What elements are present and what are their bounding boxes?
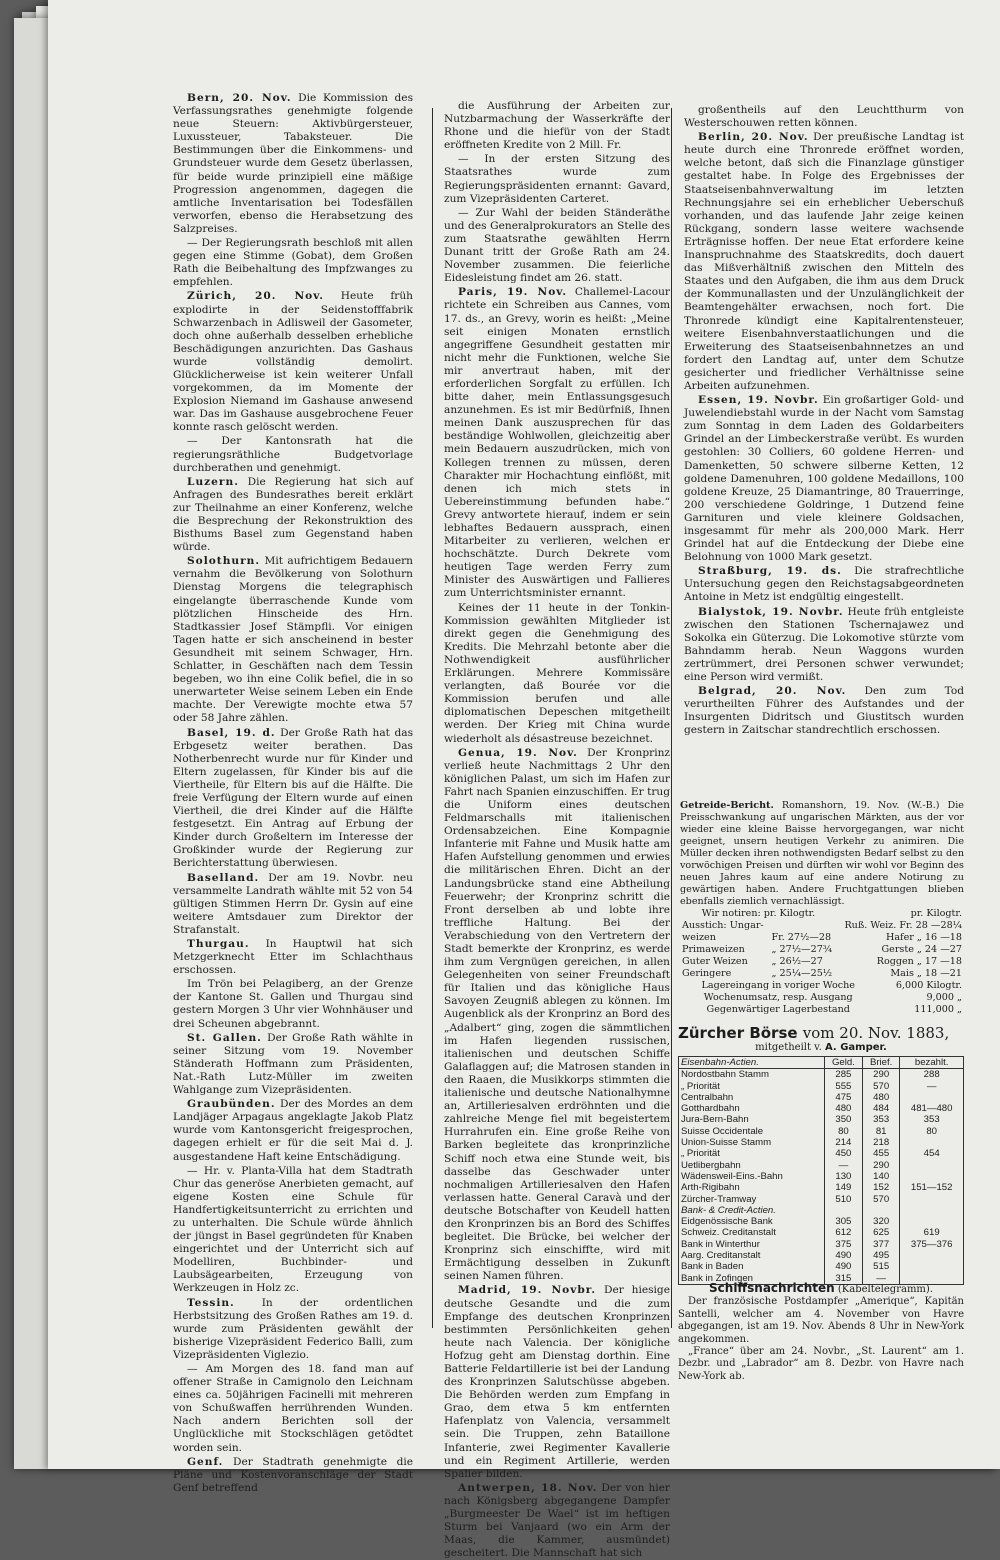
article-paragraph	[444, 602, 670, 746]
article-dateline: Essen, 19. Novbr.	[698, 394, 819, 407]
boerse-cell-brief: 570	[862, 1194, 899, 1205]
article-text: Keines der 11 heute in der Tonkin-Kommission gewählten Mitglieder ist direkt gegen die Genehmigung des Kredits. Die Mehrzahl betonte aber die Nothwendigkeit ausführlicher Erklärungen. Mehrere Kommissäre verlangten, daß Bourée vor die Kommission berufen und alle diplomatischen Depeschen mitgetheilt werden. Der Krieg mit China wurde wiederholt als désastreuse bezeichnet.	[444, 601, 670, 745]
article-paragraph	[173, 978, 413, 1030]
boerse-cell-brief: 480	[862, 1092, 899, 1103]
grain-price-row	[680, 944, 964, 956]
boerse-col-name: Eisenbahn-Actien.	[679, 1057, 825, 1069]
grain-price-cell: „ 27½—27¾	[771, 944, 833, 955]
boerse-cell-bezahlt: 375—376	[900, 1239, 964, 1250]
boerse-cell-geld: 490	[824, 1250, 862, 1261]
article-dateline: Madrid, 19. Novbr.	[458, 1284, 597, 1297]
column-2	[444, 100, 671, 1560]
boerse-row	[679, 1092, 964, 1103]
article-text: Die strafrechtliche Untersuchung gegen den Reichstagsabgeordneten Antoine in Metz ist endgültig eingestellt.	[684, 565, 964, 604]
column-3	[684, 104, 964, 794]
article-paragraph	[444, 286, 670, 600]
boerse-cell-geld: 510	[824, 1194, 862, 1205]
article-paragraph	[173, 1032, 413, 1097]
grain-report-title: Getreide-Bericht.	[680, 800, 774, 811]
article-dateline: Straßburg, 19. ds.	[698, 565, 842, 578]
article-dateline: Baselland.	[187, 871, 260, 884]
article-paragraph	[684, 565, 964, 604]
boerse-cell-geld: 450	[824, 1148, 862, 1159]
grain-stock-cell: 111,000 „	[914, 1004, 962, 1015]
boerse-cell-brief: 625	[862, 1227, 899, 1238]
boerse-cell-bezahlt: 151—152	[900, 1182, 964, 1193]
grain-stock-cell: 6,000 Kilogtr.	[895, 980, 962, 991]
boerse-cell-bezahlt	[900, 1194, 964, 1205]
boerse-cell-bezahlt: 288	[900, 1069, 964, 1081]
article-text: Der hiesige deutsche Gesandte und die zum Empfange des deutschen Kronprinzen bestimmten Persönlichkeiten gehen heute nach Valencia. Der königliche Hofzug geht am Dienstag dorthin. Eine Batterie Feldartillerie ist bei der Landung des Kronprinzen Salutschüsse abgeben. Die Behörden werden zum Empfang in Grao, dem etwa 5 km entfernten Hafenplatz von Valencia, versammelt sein. Die Truppen, zehn Bataillone Infanterie, zwei Regimenter Kavallerie und ein Regiment Artillerie, werden Spalier bilden.	[444, 1284, 670, 1480]
boerse-cell-name: Aarg. Creditanstalt	[679, 1250, 825, 1261]
article-dateline: Paris, 19. Nov.	[458, 286, 568, 299]
article-paragraph	[173, 92, 413, 236]
grain-price-cell: Fr. 27½—28	[771, 932, 832, 943]
grain-price-cell: „ 26½—27	[771, 956, 823, 967]
ship-news-title: Schiffsnachrichten	[709, 1281, 835, 1295]
boerse-row	[679, 1171, 964, 1182]
grain-price-row	[680, 920, 964, 932]
article-text: — In der ersten Sitzung des Staatsrathes wurde zum Regierungspräsidenten ernannt: Gavard, zum Vizepräsidenten Carteret.	[444, 153, 670, 205]
article-paragraph	[444, 747, 670, 1284]
boerse-cell-bezahlt: 80	[900, 1126, 964, 1137]
boerse-cell-brief: 484	[862, 1103, 899, 1114]
article-text: Der des Mordes an dem Landjäger Arpagaus angeklagte Jakob Platz wurde vom Kantonsgericht freigesprochen, dagegen erhielt er für die seit Mai d. J. ausgestandene Haft keine Entschädigung.	[173, 1098, 414, 1163]
boerse-cell-name: Bank- & Credit-Actien.	[679, 1205, 825, 1216]
boerse-row	[679, 1114, 964, 1125]
article-paragraph	[173, 476, 413, 555]
boerse-row	[679, 1137, 964, 1148]
boerse-cell-brief	[862, 1205, 899, 1216]
article-text: In Hauptwil hat sich Metzgerknecht Etter im Schlachthaus erschossen.	[173, 938, 413, 977]
grain-report-text	[680, 800, 964, 908]
boerse-row	[679, 1216, 964, 1227]
boerse-cell-bezahlt	[900, 1205, 964, 1216]
boerse-row	[679, 1081, 964, 1092]
boerse-title	[678, 1024, 964, 1042]
article-text: Im Trön bei Pelagiberg, an der Grenze der Kantone St. Gallen und Thurgau sind gestern Morgen 3 Uhr vier Wohnhäuser und drei Scheunen abgebrannt.	[173, 978, 413, 1030]
boerse-row	[679, 1148, 964, 1159]
boerse-cell-brief: 515	[862, 1261, 899, 1272]
grain-price-cell: Primaweizen	[682, 944, 745, 955]
article-text: — Zur Wahl der beiden Ständeräthe und des Generalprokurators an Stelle des zum Staatsrathe gewählten Herrn Dunant tritt der Große Rath am 24. November zusammen. Die feierliche Eidesleistung findet am 26. statt.	[444, 206, 670, 285]
boerse-cell-geld: —	[824, 1160, 862, 1171]
boerse-row	[679, 1239, 964, 1250]
boerse-row	[679, 1227, 964, 1238]
grain-price-cell: Guter Weizen	[682, 956, 748, 967]
grain-price-header	[680, 908, 964, 920]
article-text: Ein großartiger Gold- und Juwelendiebstahl wurde in der Nacht vom Samstag zum Sonntag in dem Laden des Goldarbeiters Grindel an der Limbeckerstraße verübt. Es wurden gestohlen: 30 Colliers, 60 goldene Herren- und Damenketten, 50 schwere silberne Ketten, 12 goldene Damenuhren, 100 goldene Medaillons, 100 goldene Kreuze, 25 Diamantringe, 80 Trauerringe, 200 verschiedene Goldringe, 1 Dutzend feine Garnituren und viele kleinere Goldsachen, insgesammt für mehr als 200,000 Mark. Herr Grindel hat auf die Entdeckung der Diebe eine Belohnung von 1000 Mark gesetzt.	[684, 394, 964, 564]
boerse-row	[679, 1194, 964, 1205]
boerse-row	[679, 1261, 964, 1272]
grain-price-row	[680, 956, 964, 968]
article-paragraph	[684, 685, 964, 737]
boerse-row	[679, 1069, 964, 1081]
article-paragraph	[173, 1098, 413, 1163]
grain-price-cell: Ausstich: Ungar-	[682, 920, 764, 931]
column-1	[173, 92, 414, 1494]
article-text: Die Kommission des Verfassungsrathes genehmigte folgende neue Steuern: Aktivbürgersteuer, Luxussteuer, Tabaksteuer. Die Bestimmungen über die Einkommens- und Grundsteuer wurde dem Gesetz überlassen, für beide wurde prinzipiell eine mäßige Progression angenommen, dagegen die amtliche Inventarisation bei Todesfällen verworfen, ebenso die Herabsetzung des Salzpreises.	[173, 92, 414, 235]
boerse-row	[679, 1160, 964, 1171]
article-dateline: Graubünden.	[187, 1098, 276, 1111]
grain-stock-row	[680, 992, 964, 1004]
grain-price-cell: Gerste „ 24 —27	[881, 944, 962, 955]
column-rule	[671, 108, 672, 1328]
grain-stock-cell: Lagereingang in voriger Woche	[701, 980, 855, 991]
article-paragraph	[173, 872, 413, 937]
boerse-cell-bezahlt: 619	[900, 1227, 964, 1238]
boerse-cell-geld: 214	[824, 1137, 862, 1148]
boerse-cell-name: Gotthardbahn	[679, 1103, 825, 1114]
boerse-cell-brief: 152	[862, 1182, 899, 1193]
article-text: In der ordentlichen Herbstsitzung des Großen Rathes am 19. d. wurde zum Präsidenten gewählt der bisherige Vizepräsident Federico Balli, zum Vizepräsidenten Viglezio.	[173, 1296, 413, 1361]
grain-price-cell: Roggen „ 17 —18	[876, 956, 962, 967]
boerse-cell-name: Jura-Bern-Bahn	[679, 1114, 825, 1125]
grain-report-dateline: Romanshorn, 19. Nov. (W.-B.)	[781, 800, 940, 811]
article-dateline: Solothurn.	[187, 555, 261, 568]
boerse-section-row	[679, 1205, 964, 1216]
article-dateline: Berlin, 20. Nov.	[698, 131, 809, 144]
boerse-table	[678, 1056, 964, 1285]
grain-report-body: Die Preisschwankung auf ungarischen Märkten, aus der vor wieder eine kleine Baisse hervorgegangen, war nicht geeignet, unsern heutigen Verkehr zu animiren. Die Müller decken ihren nothwendigsten Bedarf selbst zu den vorwöchigen Preisen und dürften wir wohl vor Beginn des neuen Jahres kaum auf eine andere Notirung zu gewärtigen haben. Andere Fruchtgattungen blieben ebenfalls ziemlich vernachlässigt.	[680, 800, 964, 907]
boerse-col-brief: Brief.	[862, 1057, 899, 1069]
grain-price-cell: „ 25¼—25½	[771, 968, 833, 979]
boerse-header-row	[679, 1057, 964, 1069]
grain-price-cell: weizen	[682, 932, 716, 943]
boerse-row	[679, 1182, 964, 1193]
boerse-cell-brief: 353	[862, 1114, 899, 1125]
boerse-cell-name: „ Priorität	[679, 1081, 825, 1092]
article-text: Der Große Rath wählte in seiner Sitzung vom 19. November Ständerath Hoffmann zum Präsidenten, Nat.-Rath Lutz-Müller im zweiten Wahlgange zum Vizepräsidenten.	[173, 1031, 414, 1097]
article-dateline: Belgrad, 20. Nov.	[698, 685, 847, 698]
article-paragraph	[173, 727, 413, 871]
boerse-cell-brief: 495	[862, 1250, 899, 1261]
boerse-cell-geld: 350	[824, 1114, 862, 1125]
boerse-cell-geld: 315	[824, 1273, 862, 1285]
ship-news-heading	[678, 1282, 964, 1296]
boerse-cell-geld: 305	[824, 1216, 862, 1227]
article-text: — Hr. v. Planta-Villa hat dem Stadtrath Chur das generöse Anerbieten gemacht, auf eigene Kosten eine Schule für Handfertigkeitsunterricht zu errichten und zu unterhalten. Die Schule würde ähnlich der jüngst in Basel gegründeten für Knaben eingerichtet und der Unterricht sich auf Modelliren, Buchbinder- und Laubsägearbeiten, Erzeugung von Werkzeugen in Holz zc.	[173, 1164, 413, 1295]
boerse-cell-name: Zürcher-Tramway	[679, 1194, 825, 1205]
grain-stock-cell: Wochenumsatz, resp. Ausgang	[703, 992, 853, 1003]
article-dateline: Genua, 19. Nov.	[458, 746, 578, 759]
boerse-cell-bezahlt: 454	[900, 1148, 964, 1159]
article-dateline: Genf.	[187, 1455, 224, 1468]
boerse-cell-name: „ Priorität	[679, 1148, 825, 1159]
article-dateline: Antwerpen, 18. Nov.	[458, 1481, 598, 1494]
boerse-cell-geld: 475	[824, 1092, 862, 1103]
boerse-row	[679, 1250, 964, 1261]
boerse-cell-geld: 612	[824, 1227, 862, 1238]
boerse-cell-brief: 290	[862, 1069, 899, 1081]
boerse-date: vom 20. Nov. 1883,	[802, 1024, 950, 1042]
boerse-cell-bezahlt: 481—480	[900, 1103, 964, 1114]
boerse-cell-name: Arth-Rigibahn	[679, 1182, 825, 1193]
boerse-cell-geld: 149	[824, 1182, 862, 1193]
boerse-cell-bezahlt	[900, 1261, 964, 1272]
article-paragraph	[684, 104, 964, 130]
article-paragraph	[684, 131, 964, 393]
article-text: Der von hier nach Königsberg abgegangene Dampfer „Burgmeester De Wael“ ist im heftigen Sturm bei Vanjaard (wo ein Arm der Maas, die Kammer, ausmündet) gescheitert. Die Mannschaft hat sich	[444, 1481, 670, 1560]
grain-report	[680, 800, 964, 1016]
boerse-cell-brief: —	[862, 1273, 899, 1285]
grain-price-cell: Hafer „ 16 —18	[885, 932, 962, 943]
article-text: Der am 19. Novbr. neu versammelte Landrath wählte mit 52 von 54 gültigen Stimmen Herrn Dr. Gysin auf eine weitere Amtsdauer zum Direktor der Strafanstalt.	[173, 871, 413, 936]
article-text: — Der Kantonsrath hat die regierungsräthliche Budgetvorlage durchberathen und genehmigt.	[173, 435, 413, 474]
boerse-cell-bezahlt: —	[900, 1081, 964, 1092]
article-text: großentheils auf den Leuchtthurm von Westerschouwen retten können.	[684, 104, 964, 130]
article-dateline: Bialystok, 19. Novbr.	[698, 605, 844, 618]
boerse-cell-bezahlt	[900, 1171, 964, 1182]
boerse-cell-name: Bank in Baden	[679, 1261, 825, 1272]
article-paragraph	[173, 1456, 413, 1495]
boerse-cell-name: Bank in Winterthur	[679, 1239, 825, 1250]
grain-stock-cell: Gegenwärtiger Lagerbestand	[706, 1004, 850, 1015]
boerse-col-bezahlt: bezahlt.	[900, 1057, 964, 1069]
article-paragraph	[444, 1284, 670, 1480]
article-text: Der Große Rath hat das Erbgesetz weiter berathen. Das Notherbenrecht wurde nur für Kinder und Eltern zugelassen, für Kinder bis auf die Viertheile, für Eltern bis auf die Hälfte. Die freie Verfügung der Eltern wurde auf einen Viertheil, die drei Kinder auf die Hälfte festgesetzt. Ein Antrag auf Erbung der Kinder durch Großeltern im Interesse der Großkinder wurde der Regierung zur Berichterstattung überwiesen.	[173, 726, 414, 870]
article-text: Der Stadtrath genehmigte die Pläne und Kostenvoranschläge der Stadt Genf betreffend	[173, 1455, 414, 1494]
column-rule	[432, 108, 433, 1328]
boerse-cell-brief: 320	[862, 1216, 899, 1227]
article-dateline: Zürich, 20. Nov.	[187, 290, 324, 303]
article-paragraph	[173, 435, 413, 474]
boerse-cell-name: Uetlibergbahn	[679, 1160, 825, 1171]
boerse-cell-geld	[824, 1205, 862, 1216]
boerse-cell-name: Nordostbahn Stamm	[679, 1069, 825, 1081]
article-dateline: Basel, 19. d.	[187, 726, 276, 739]
article-paragraph	[173, 290, 413, 434]
article-text: Der Kronprinz verließ heute Nachmittags 2 Uhr den königlichen Palast, um sich im Hafen zur Fahrt nach Spanien einzuschiffen. Er trug die Uniform eines deutschen Feldmarschalls mit italienischen Ordensabzeichen. Eine Kompagnie Infanterie mit Fahne und Musik hatte am Hafen Aufstellung genommen und erwies die militärischen Ehren. Dicht an der Landungsbrücke stand eine Abtheilung Feuerwehr; der Kronprinz schritt die Front derselben ab und lobte ihre treffliche Haltung. Bei der Verabschiedung von den Vertretern der Stadt bemerkte der Kronprinz, es werde ihm zum Vergnügen gereichen, in allen Gelegenheiten von seiner Freundschaft für Italien und das königliche Haus Savoyen Zeugniß ablegen zu können. Im Augenblick als der Kronprinz an Bord des „Adalbert“ ging, zogen die sämmtlichen im Hafen liegenden russischen, italienischen und deutschen Schiffe Galaflaggen auf; die Matrosen standen in den Raaen, die Musikkorps stimmten die italienische und deutsche Nationalhymne an, Artilleriesalven erdröhnten und die zahlreiche Menge fiel mit begeistertem Hurrahrufen ein. Eine große Reihe von Barken begleitete das kronprinzliche Schiff noch etwa eine Stunde weit, bis dasselbe das Geschwader unter nochmaligen Artilleriesalven den Hafen verlassen hatte. General Caravà und der deutsche Botschafter von Keudell hatten den Kronprinzen bis an Bord des Schiffes begleitet. Die Brücke, bei welcher der Kronprinz sich einschiffte, wird mit Ermächtigung desselben in Zukunft seinen Namen führen.	[444, 746, 671, 1283]
article-paragraph	[173, 1297, 413, 1362]
boerse-cell-brief: 140	[862, 1171, 899, 1182]
grain-price-row	[680, 932, 964, 944]
article-paragraph	[684, 606, 964, 685]
article-paragraph	[444, 207, 670, 286]
article-paragraph	[173, 1165, 413, 1296]
boerse-cell-name: Centralbahn	[679, 1092, 825, 1103]
article-paragraph	[684, 394, 964, 564]
article-text: Die Regierung hat sich auf Anfragen des Bundesrathes bereit erklärt zur Theilnahme an einer Konferenz, welche die Besprechung der Rekonstruktion des Bisthums Basel zum Gegenstand haben würde.	[173, 475, 413, 554]
boerse-cell-name: Schweiz. Creditanstalt	[679, 1227, 825, 1238]
grain-stock-row	[680, 980, 964, 992]
boerse-byline-prefix: mitgetheilt v.	[755, 1042, 822, 1053]
boerse-col-geld: Geld.	[824, 1057, 862, 1069]
boerse-row	[679, 1126, 964, 1137]
article-text: die Ausführung der Arbeiten zur Nutzbarmachung der Wasserkräfte der Rhone und die hiefür von der Stadt eröffneten Kredite von 2 Mill. Fr.	[444, 100, 670, 152]
article-text: Challemel-Lacour richtete ein Schreiben aus Cannes, vom 17. ds., an Grevy, worin es heißt: „Meine seit einigen Monaten ernstlich angegriffene Gesundheit gestatten mir nicht mehr die Funktionen, welche Sie mir anvertraut haben, mit der erforderlichen Sorgfalt zu erfüllen. Ich bitte daher, mein Entlassungsgesuch anzunehmen. Es ist mir Bedürfniß, Ihnen meinen Dank auszusprechen für das beständige Wohlwollen, gleichzeitig aber mein Bedauern auszudrücken, mich von Kollegen trennen zu müssen, deren Charakter mir Hochachtung einflößt, mit denen ich mich stets in Uebereinstimmung befunden habe.“ Grevy antwortete hierauf, indem er sein lebhaftes Bedauern aussprach, einen Mitarbeiter zu verlieren, welchen er hochschätzte. Durch Dekrete vom heutigen Tage werden Ferry zum Minister des Auswärtigen und Fallieres zum Unterrichtsminister ernannt.	[444, 286, 670, 600]
article-paragraph	[173, 938, 413, 977]
grain-price-cell	[769, 920, 837, 932]
article-text: Heute früh explodirte in der Seidenstofffabrik Schwarzenbach in Adlisweil der Gasometer, doch ohne außerhalb desselben erhebliche Beschädigungen anzurichten. Das Gashaus wurde vollständig demolirt. Glücklicherweise ist kein weiterer Unfall vorgekommen, da im Momente der Explosion Niemand im Gashause anwesend war. Das im Gashause ausgebrochene Feuer konnte rasch gelöscht werden.	[173, 290, 414, 434]
ship-news-text: Der französische Postdampfer „Amerique“, Kapitän Santelli, welcher am 4. November von Havre abgegangen, ist am 19. Nov. Abends 8 Uhr in New-York angekommen.	[678, 1296, 964, 1345]
article-paragraph	[444, 1482, 670, 1560]
boerse-title-name: Zürcher Börse	[678, 1024, 798, 1042]
boerse-cell-bezahlt	[900, 1160, 964, 1171]
grain-price-table	[680, 908, 964, 980]
grain-stock-table	[680, 980, 964, 1016]
boerse-byline	[678, 1042, 964, 1053]
ship-news-subtitle: (Kabeltelegramm).	[837, 1284, 933, 1295]
grain-price-cell: Mais „ 18 —21	[890, 968, 962, 979]
ship-news-text-2: „France“ über am 24. Novbr., „St. Laurent“ am 1. Dezbr. und „Labrador“ am 8. Dezbr. von Havre nach New-York ab.	[678, 1346, 964, 1382]
boerse-cell-brief: 570	[862, 1081, 899, 1092]
article-dateline: Luzern.	[187, 475, 239, 488]
boerse-cell-name: Eidgenössische Bank	[679, 1216, 825, 1227]
boerse-cell-bezahlt	[900, 1092, 964, 1103]
grain-price-cell: Ruß. Weiz. Fr. 28 —28¼	[844, 920, 962, 931]
boerse-cell-geld: 130	[824, 1171, 862, 1182]
boerse-cell-geld: 490	[824, 1261, 862, 1272]
boerse-cell-name: Bank in Zofingen	[679, 1273, 825, 1285]
article-text: Heute früh entgleiste zwischen den Stationen Tschernajawez und Sokolka ein Güterzug. Die Lokomotive stürzte vom Bahndamm herab. Neun Waggons wurden zertrümmert, drei Personen schwer verwundet; eine Person wird vermißt.	[684, 605, 965, 684]
boerse-cell-name: Union-Suisse Stamm	[679, 1137, 825, 1148]
article-dateline: Tessin.	[187, 1296, 235, 1309]
grain-stock-row	[680, 1004, 964, 1016]
article-text: Den zum Tod verurtheilten Führer des Aufstandes und der Insurgenten Didritsch und Giustitsch wurden gestern in Zaitschar standrechtlich erschossen.	[684, 685, 964, 737]
boerse-cell-geld: 80	[824, 1126, 862, 1137]
boerse-cell-brief: 290	[862, 1160, 899, 1171]
article-dateline: Bern, 20. Nov.	[187, 92, 292, 104]
grain-price-cell: Geringere	[682, 968, 732, 979]
boerse-row	[679, 1103, 964, 1114]
boerse-cell-bezahlt	[900, 1216, 964, 1227]
grain-header-left: Wir notiren: pr. Kilogtr.	[701, 908, 816, 919]
boerse-cell-geld: 480	[824, 1103, 862, 1114]
boerse-section	[678, 1024, 964, 1285]
boerse-cell-brief: 81	[862, 1126, 899, 1137]
boerse-cell-bezahlt	[900, 1137, 964, 1148]
article-text: — Der Regierungsrath beschloß mit allen gegen eine Stimme (Gobat), dem Großen Rath die Beibehaltung des Impfzwanges zu empfehlen.	[173, 237, 413, 289]
article-paragraph	[444, 100, 670, 152]
ship-news	[678, 1282, 964, 1383]
boerse-cell-geld: 285	[824, 1069, 862, 1081]
article-text: Der preußische Landtag ist heute durch eine Thronrede eröffnet worden, welche betont, daß sich die Finanzlage günstiger gestaltet habe. In Folge des Ergebnisses der Staatseisenbahnverwaltung im letzten Rechnungsjahre sei ein erheblicher Ueberschuß vorhanden, und das laufende Jahr zeige keinen Rückgang, sondern lasse weitere wachsende Erträgnisse hoffen. Der neue Etat erfordere keine Inanspruchnahme des Staatskredits, doch dauert das Mißverhältniß zwischen den Mitteln des Staates und den Aufgaben, die ihm aus dem Druck der Kommunallasten und der Unzulänglichkeit der Beamtengehälter erwachsen, noch fort. Die Thronrede kündigt eine Kapitalrentensteuer, weitere Eisenbahnverstaatlichungen und die Erweiterung des Staatseisenbahnnetzes an und fordert den Landtag auf, unter dem Schutze gesicherter und friedlicher Verhältnisse seine Arbeiten aufzunehmen.	[684, 131, 964, 392]
grain-price-row	[680, 968, 964, 980]
grain-header-right: pr. Kilogtr.	[910, 908, 962, 919]
article-paragraph	[444, 153, 670, 205]
boerse-cell-brief: 455	[862, 1148, 899, 1159]
article-paragraph	[173, 1363, 413, 1455]
boerse-cell-name: Wädensweil-Eins.-Bahn	[679, 1171, 825, 1182]
boerse-cell-bezahlt	[900, 1250, 964, 1261]
article-text: — Am Morgen des 18. fand man auf offener Straße in Camignolo den Leichnam eines ca. 50jährigen Facinelli mit mehreren von Schußwaffen herrührenden Wunden. Nach andern Berichten soll der Unglückliche mit Stockschlägen getödtet worden sein.	[173, 1363, 413, 1454]
boerse-cell-brief: 218	[862, 1137, 899, 1148]
boerse-cell-name: Suisse Occidentale	[679, 1126, 825, 1137]
boerse-byline-name: A. Gamper.	[825, 1042, 887, 1053]
boerse-cell-brief: 377	[862, 1239, 899, 1250]
article-paragraph	[173, 555, 413, 725]
boerse-cell-bezahlt: 353	[900, 1114, 964, 1125]
article-paragraph	[173, 237, 413, 289]
article-dateline: St. Gallen.	[187, 1031, 262, 1044]
article-dateline: Thurgau.	[187, 938, 250, 950]
grain-stock-cell: 9,000 „	[926, 992, 962, 1003]
boerse-cell-geld: 555	[824, 1081, 862, 1092]
article-text: Mit aufrichtigem Bedauern vernahm die Bevölkerung von Solothurn Dienstag Morgens die telegraphisch eingelangte überraschende Kunde vom plötzlichen Hinscheide des Hrn. Stadtkassier Josef Stämpfli. Vor einigen Tagen hatte er sich anscheinend in bester Gesundheit mit seinem Schwager, Hrn. Schlatter, in Geschäften nach dem Tessin begeben, wo ihn eine Colik befiel, die in so unerwarteter Weise seinem Leben ein Ende machte. Der Verewigte mochte etwa 57 oder 58 Jahre zählen.	[173, 555, 413, 725]
boerse-cell-geld: 375	[824, 1239, 862, 1250]
